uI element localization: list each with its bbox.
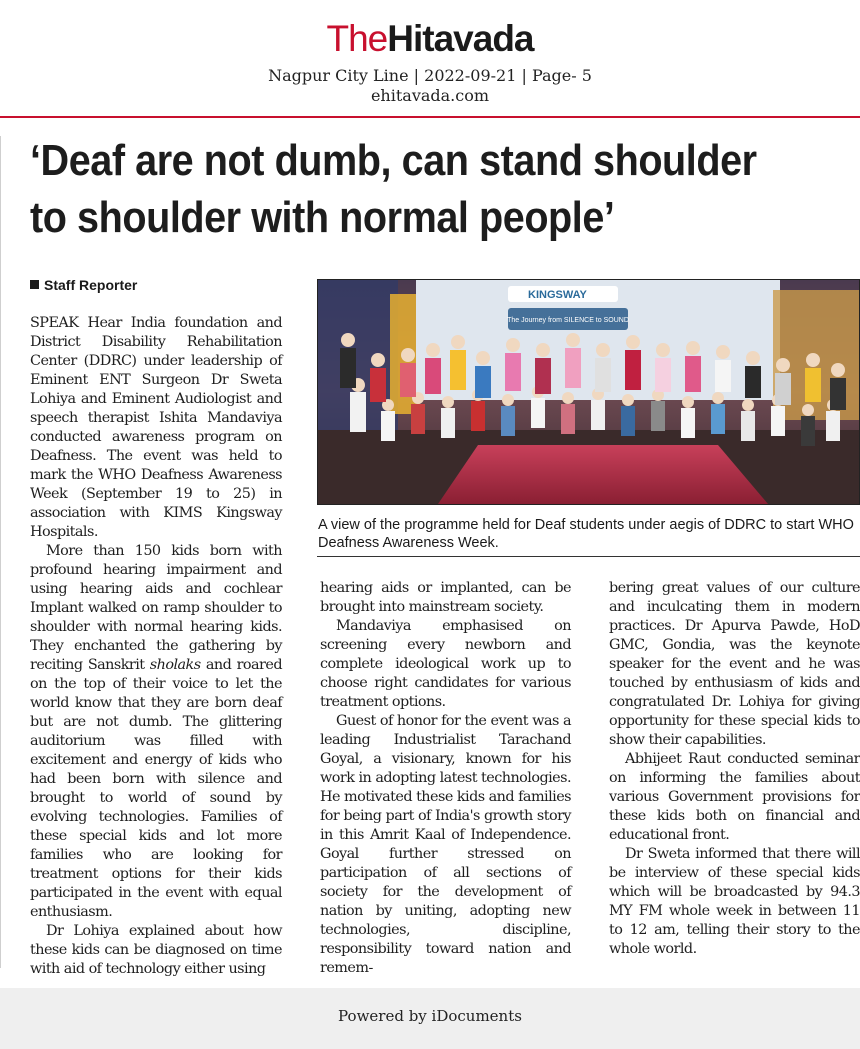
col3-paragraph-3: Dr Sweta informed that there will be interview of these special kids which will be broadcasted by 94.3 MY FM whole week in between 11 to 12 am, telling their story to the whole world. [609,846,860,957]
event-photo-illustration [318,280,859,504]
powered-by-link[interactable]: Powered by iDocuments [338,1007,522,1025]
footer [0,988,860,1049]
col3-paragraph-2: Abhijeet Raut conducted seminar on informing the families about various Government provisions for these kids both on financial and educational front. [609,751,860,843]
article-column-1 [30,314,282,979]
logo-the: The [326,18,388,59]
article-headline [30,132,768,246]
caption-divider [317,556,860,557]
article-column-3 [609,579,860,959]
col1-paragraph-2 [30,542,282,922]
col1-p2-text-b: and roared on the top of their voice to let the world know that they are born deaf but are not dumb. The glittering auditorium was filled with excitement and energy of kids who had been born with silence and brought to world of sound by evolving technologies. Families of these special kids and lot more families who are looking for treatment options for their kids participated in the event with equal enthusiasm. [30,657,282,920]
site-link[interactable]: ehitavada.com [370,86,490,105]
headline-line-1: ‘Deaf are not dumb, can stand shoulder [30,136,757,185]
masthead-divider [0,116,860,118]
col1-p2-emphasis: sholaks [149,657,201,673]
photo-caption: A view of the programme held for Deaf students under aegis of DDRC to start WHO Deafness Awareness Week. [318,517,854,551]
masthead [0,0,860,118]
byline [30,277,137,293]
article-left-border [0,136,1,968]
col3-paragraph-1: bering great values of our culture and inculcating them in modern practices. Dr Apurva Pawde, HoD GMC, Gondia, was the keynote speaker for the event and he was touched by enthusiasm of kids and congratulated Dr. Lohiya for giving opportunity for these special kids to show their capabilities. [609,580,860,748]
newspaper-logo[interactable] [0,18,860,60]
logo-name: Hitavada [387,18,534,59]
byline-square-icon [30,280,39,289]
article-column-2 [320,579,571,978]
edition-info: Nagpur City Line | 2022-09-21 | Page- 5 [268,66,592,85]
col2-paragraph-2: Mandaviya emphasised on screening every newborn and complete ideological work up to choose right candidates for various treatment options. [320,618,571,710]
col2-paragraph-3: Guest of honor for the event was a leading Industrialist Tarachand Goyal, a visionary, known for his work in adopting latest technologies. He motivated these kids and families for being part of India's growth story in this Amrit Kaal of Independence. Goyal further stressed on participation of all sections of society for the development of nation by uniting, adopting new technologies, discipline, responsibility toward nation and remem- [320,713,571,976]
sponsor-logo-text: KINGSWAY [528,289,587,301]
col1-paragraph-1: SPEAK Hear India foundation and District Disability Rehabilitation Center (DDRC) under leadership of Eminent ENT Surgeon Dr Sweta Lohiya and Eminent Audiologist and speech therapist Ishita Mandaviya conducted awareness program on Deafness. The event was held to mark the WHO Deafness Awareness Week (September 19 to 25) in association with KIMS Kingsway Hospitals. [30,315,282,540]
headline-line-2: to shoulder with normal people’ [30,193,615,242]
col1-paragraph-3: Dr Lohiya explained about how these kids can be diagnosed on time with aid of technology either using [30,923,282,977]
article-photo[interactable] [317,279,860,505]
col2-paragraph-1: hearing aids or implanted, can be brought into mainstream society. [320,580,571,615]
photo-banner-title: The Journey from SILENCE to SOUND [507,317,629,324]
col1-p2-text-a: More than 150 kids born with profound hearing impairment and using hearing aids and cochlear Implant walked on ramp shoulder to shoulder with normal hearing kids. They enchanted the gathering by reciting Sanskrit [30,543,282,673]
byline-text: Staff Reporter [44,277,138,293]
